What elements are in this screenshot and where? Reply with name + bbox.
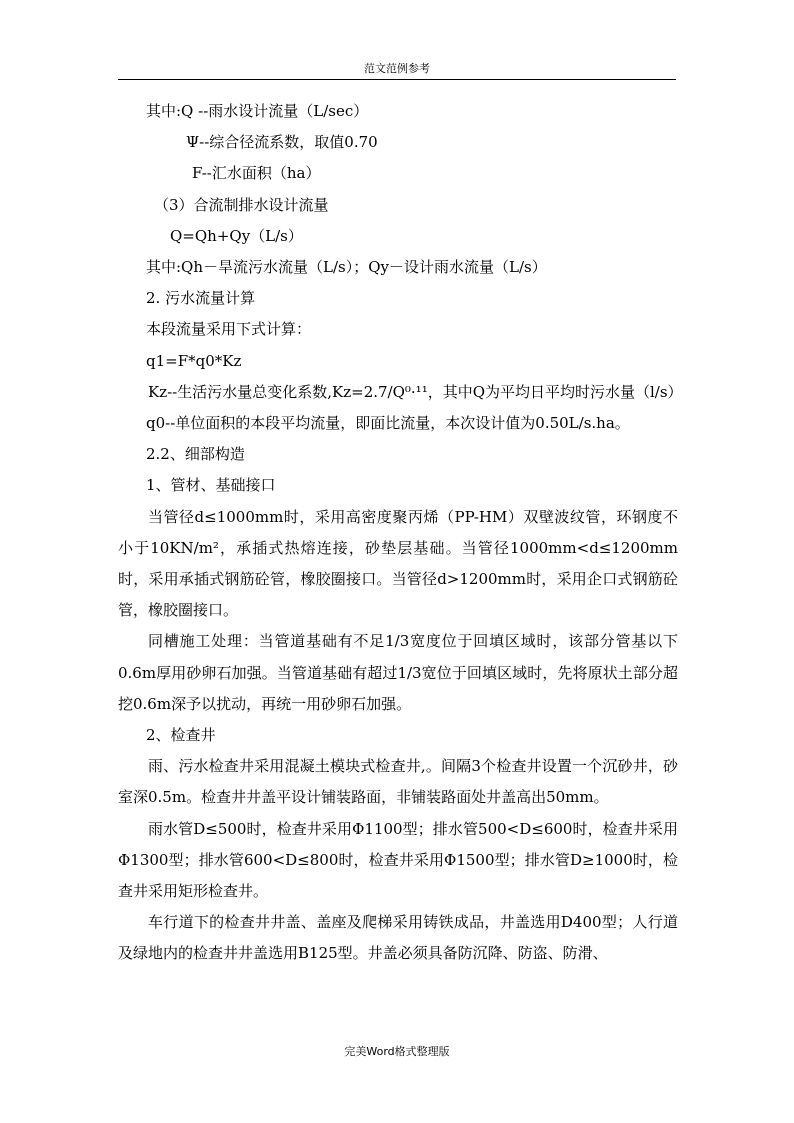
subsection-heading: 2、检查井 <box>146 726 216 745</box>
paragraph: Kz--生活污水量总变化系数,Kz=2.7/Q⁰·¹¹，其中Q为平均日平均时污水量（l/s） <box>148 382 683 401</box>
document-body <box>118 96 683 970</box>
paragraph: 车行道下的检查井井盖、盖座及爬梯采用铸铁成品，井盖选用D400型；人行道及绿地内的检查井井盖选用B125型。井盖必须具备防沉降、防盗、防滑、 <box>118 913 678 963</box>
text-line: Q=Qh+Qy（L/s） <box>170 226 303 245</box>
page-footer: 完美Word格式整理版 <box>344 1045 450 1058</box>
text-line: q0--单位面积的本段平均流量，即面比流量，本次设计值为0.50L/s.ha。 <box>146 414 630 433</box>
subsection-heading: 1、管材、基础接口 <box>146 476 276 495</box>
paragraph: 同槽施工处理：当管道基础有不足1/3宽度位于回填区域时，该部分管基以下0.6m厚用砂卵石加强。当管道基础有超过1/3宽位于回填区域时，先将原状土部分超挖0.6m深予以扰动，再统一用砂卵石加强。 <box>118 632 678 713</box>
text-line: Ψ--综合径流系数，取值0.70 <box>186 133 378 152</box>
text-line: F--汇水面积（ha） <box>192 164 321 183</box>
text-line: 其中:Q --雨水设计流量（L/sec） <box>146 102 369 120</box>
section-heading: 2.2、细部构造 <box>146 445 245 464</box>
page-header: 范文范例参考 <box>364 62 430 75</box>
formula-line: q1=F*q0*Kz <box>146 351 242 370</box>
text-line: 本段流量采用下式计算： <box>146 320 312 339</box>
header-rule <box>118 79 676 80</box>
paragraph: 雨、污水检查井采用混凝土模块式检查井,。间隔3个检查井设置一个沉砂井，砂室深0.5m。检查井井盖平设计铺装路面，非铺装路面处井盖高出50mm。 <box>118 757 678 807</box>
section-heading: 2. 污水流量计算 <box>146 289 256 308</box>
paragraph: 当管径d≤1000mm时，采用高密度聚丙烯（PP-HM）双壁波纹管，环钢度不小于10KN/m²，承插式热熔连接，砂垫层基础。当管径1000mm<d≤1200mm时，采用承插式钢筋砼管，橡胶圈接口。当管径d>1200mm时，采用企口式钢筋砼管，橡胶圈接口。 <box>118 507 678 620</box>
text-line: 其中:Qh－旱流污水流量（L/s）；Qy－设计雨水流量（L/s） <box>146 258 547 277</box>
paragraph: 雨水管D≤500时，检查井采用Φ1100型；排水管500<D≤600时，检查井采用Φ1300型；排水管600<D≤800时，检查井采用Φ1500型；排水管D≥1000时，检查井采用矩形检查井。 <box>118 819 678 901</box>
text-line: （3）合流制排水设计流量 <box>154 195 329 214</box>
